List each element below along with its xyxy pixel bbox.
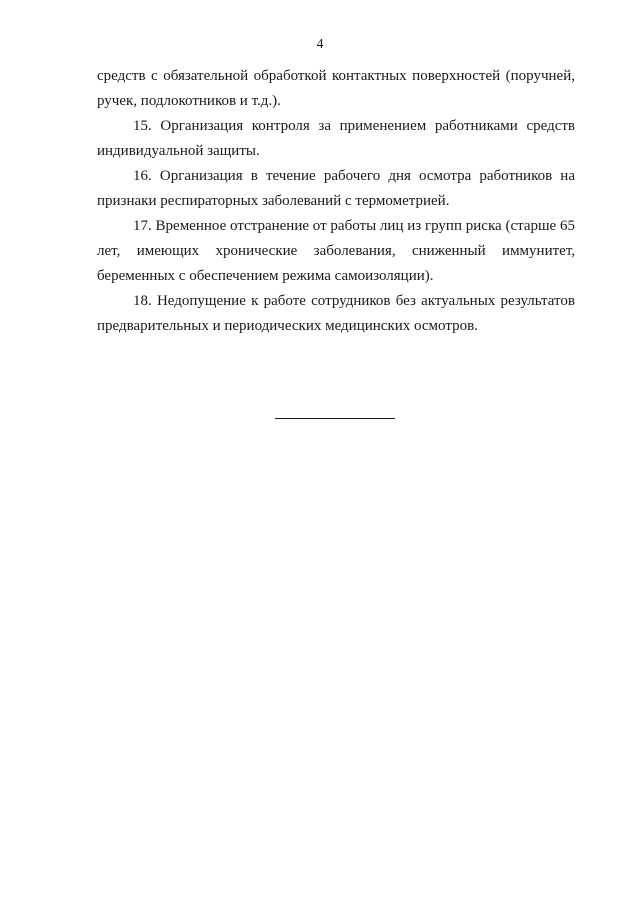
paragraph-item-15: 15. Организация контроля за применением работниками средств индивидуальной защиты. <box>97 118 575 159</box>
paragraph-item-16: 16. Организация в течение рабочего дня осмотра работников на признаки респираторных заболеваний с термометрией. <box>97 168 575 209</box>
paragraph-item-17: 17. Временное отстранение от работы лиц из групп риска (старше 65 лет, имеющих хронические заболевания, сниженный иммунитет, беременных с обеспечением режима самоизоляции). <box>97 218 575 284</box>
end-separator-line <box>275 418 395 419</box>
page-number: 4 <box>316 37 324 52</box>
paragraph-continued: средств с обязательной обработкой контактных поверхностей (поручней, ручек, подлокотников и т.д.). <box>97 68 575 109</box>
paragraph-item-18: 18. Недопущение к работе сотрудников без актуальных результатов предварительных и периодических медицинских осмотров. <box>97 293 575 334</box>
document-body <box>97 64 575 339</box>
